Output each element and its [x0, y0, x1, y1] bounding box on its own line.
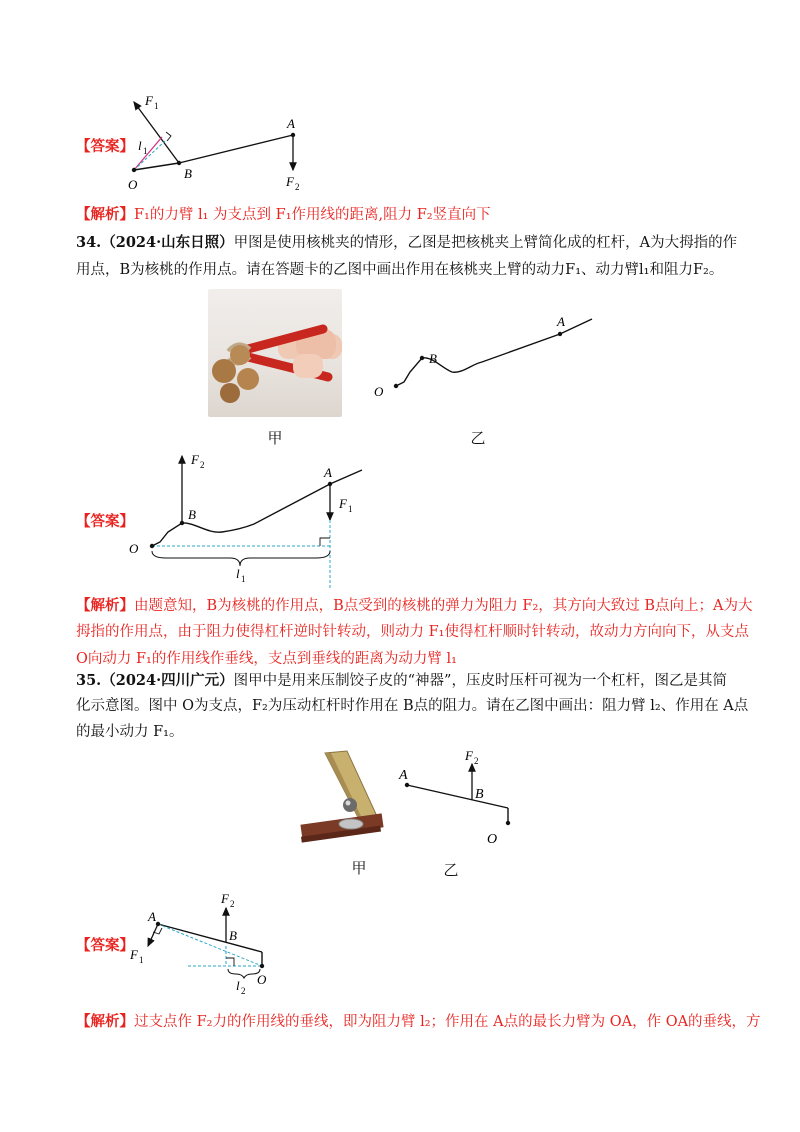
analysis-33 — [76, 201, 491, 229]
analysis-34-line2: 拇指的作用点，由于阻力使得杠杆逆时针转动，则动力 F₁使得杠杆顺时针转动，故动力方向向下，从支点 — [76, 624, 749, 640]
label-F1-sub: 1 — [154, 101, 159, 111]
label-F2-sub: 2 — [474, 756, 479, 766]
label-l1-sub: 1 — [143, 146, 148, 156]
caption-jia: 甲 — [267, 429, 283, 447]
lever-diagram-answer-34 — [126, 448, 376, 596]
label-F2-sub: 2 — [230, 899, 235, 909]
label-A: A — [148, 909, 156, 924]
question-text: 甲图是使用核桃夹的情形，乙图是把核桃夹上臂简化成的杠杆，A为大拇指的作 — [233, 235, 738, 251]
label-l2: l — [236, 978, 240, 993]
lever-diagram-answer-35 — [128, 888, 288, 1000]
question-number: 35. — [76, 672, 102, 689]
label-l1: l — [236, 566, 240, 581]
label-F1: F — [145, 93, 153, 108]
label-F2-sub: 2 — [295, 182, 300, 192]
lever-diagram-35 — [395, 745, 525, 845]
answer-label-33: 【答案】 — [76, 138, 134, 155]
label-l1-sub: 1 — [241, 574, 246, 584]
label-l2-sub: 2 — [241, 986, 246, 996]
label-F2: F — [465, 748, 473, 763]
caption-yi-35: 乙 — [443, 861, 459, 879]
nutcracker-photo — [208, 289, 342, 417]
label-F1: F — [339, 496, 347, 511]
question-source: （2024·四川广元） — [101, 672, 234, 689]
label-l1: l — [138, 138, 142, 153]
answer-label-34: 【答案】 — [76, 513, 134, 530]
label-A: A — [287, 116, 295, 131]
analysis-34-line3: O向动力 F₁的作用线作垂线，支点到垂线的距离为动力臂 l₁ — [76, 651, 457, 667]
analysis-text: 由题意知，B为核桃的作用点，B点受到的核桃的弹力为阻力 F₂，其方向大致过 B点向上；A为大 — [134, 598, 753, 614]
dumpling-press-photo — [295, 747, 395, 847]
lever-diagram-answer-33 — [110, 90, 330, 200]
question-text: 图甲中是用来压制饺子皮的“神器”，压皮时压杆可视为一个杠杆，图乙是其简 — [233, 673, 727, 689]
analysis-text: 过支点作 F₂力的作用线的垂线，即为阻力臂 l₂；作用在 A点的最长力臂为 OA，作 OA的垂线，方 — [134, 1014, 761, 1030]
label-F2: F — [286, 174, 294, 189]
question-35-line3: 的最小动力 F₁。 — [76, 724, 184, 740]
question-35-line1 — [76, 667, 727, 695]
label-A: A — [557, 314, 565, 329]
label-F1-sub: 1 — [348, 504, 353, 514]
label-O: O — [257, 972, 267, 987]
analysis-35-line1 — [76, 1008, 761, 1036]
label-B: B — [188, 507, 196, 522]
label-F1: F — [130, 947, 138, 962]
question-34-line2: 用点，B为核桃的作用点。请在答题卡的乙图中画出作用在核桃夹上臂的动力F₁、动力臂l₁和阻力F₂。 — [76, 262, 724, 278]
analysis-label: 【解析】 — [76, 206, 134, 223]
analysis-34-line1 — [76, 592, 753, 620]
label-A: A — [324, 465, 332, 480]
label-F1-sub: 1 — [139, 955, 144, 965]
label-B: B — [229, 928, 237, 943]
analysis-label: 【解析】 — [76, 1013, 134, 1030]
label-F2: F — [221, 891, 229, 906]
analysis-label: 【解析】 — [76, 597, 134, 614]
label-B: B — [184, 166, 192, 181]
question-number: 34. — [76, 234, 102, 251]
label-A: A — [399, 768, 408, 783]
label-O: O — [487, 832, 498, 845]
analysis-text: F₁的力臂 l₁ 为支点到 F₁作用线的距离,阻力 F₂竖直向下 — [134, 207, 491, 223]
label-F2-sub: 2 — [200, 460, 205, 470]
label-F2: F — [191, 452, 199, 467]
label-O: O — [374, 384, 384, 399]
question-source: （2024·山东日照） — [101, 234, 234, 251]
caption-yi: 乙 — [470, 429, 486, 447]
question-34-line1 — [76, 229, 737, 257]
caption-jia-35: 甲 — [351, 859, 367, 877]
label-O: O — [128, 177, 138, 192]
label-B: B — [475, 787, 484, 802]
answer-label-35: 【答案】 — [76, 937, 134, 954]
label-B: B — [429, 351, 437, 366]
question-35-line2: 化示意图。图中 O为支点，F₂为压动杠杆时作用在 B点的阻力。请在乙图中画出：阻力臂 l₂、作用在 A点 — [76, 698, 749, 714]
label-O: O — [129, 541, 139, 556]
lever-diagram-34 — [370, 312, 600, 402]
